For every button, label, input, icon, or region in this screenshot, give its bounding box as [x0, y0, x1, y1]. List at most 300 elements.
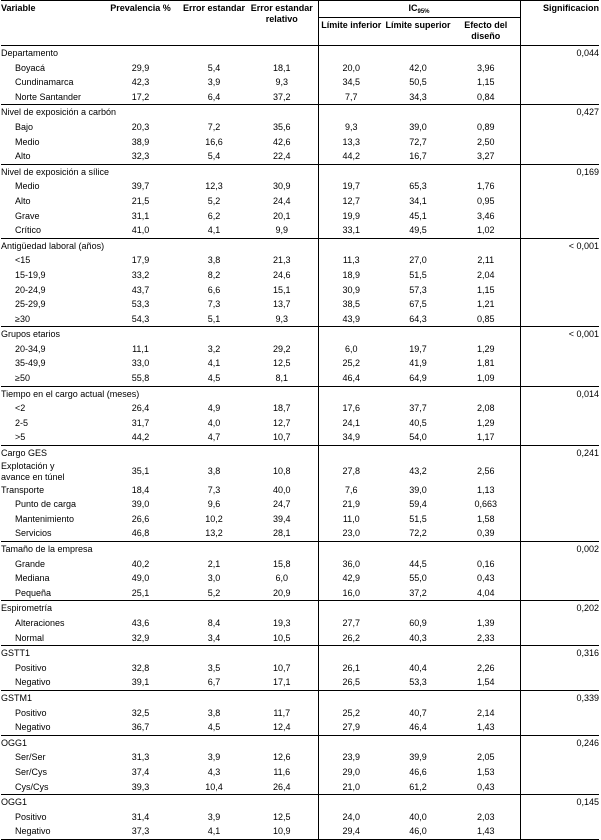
- table-row: [1, 446, 599, 461]
- cell-prevalencia: 36,7: [131, 722, 150, 733]
- group-significance: 0,002: [520, 542, 599, 557]
- row-label: Normal: [15, 632, 45, 643]
- cell-efecto: 0,663: [452, 497, 520, 512]
- cell-error: 3,8: [207, 255, 221, 266]
- table-row: [1, 706, 599, 721]
- group-header-row: [1, 646, 599, 661]
- cell-efecto: 1,21: [452, 297, 520, 312]
- cell-limite-sup: 53,3: [409, 677, 427, 688]
- row-label: Ser/Cys: [15, 766, 48, 777]
- cell-limite-inf: 43,9: [318, 312, 384, 327]
- cell-limite-inf: 18,9: [318, 268, 384, 283]
- table-row: [1, 720, 599, 735]
- cell-limite-sup: 46,4: [409, 722, 427, 733]
- cell-limite-inf: 29,4: [318, 824, 384, 839]
- cell-error-rel: 35,6: [272, 121, 291, 132]
- cell-limite-inf: 46,4: [318, 371, 384, 386]
- cell-limite-sup: 44,5: [409, 558, 427, 569]
- cell-prevalencia: 31,1: [131, 210, 150, 221]
- cell-limite-sup: 51,5: [409, 513, 427, 524]
- cell-prevalencia: 26,6: [131, 513, 150, 524]
- group-significance: < 0,001: [520, 238, 599, 253]
- header-significacion: Significacion: [520, 1, 599, 46]
- cell-prevalencia: 54,3: [131, 313, 150, 324]
- row-label: Grande: [15, 558, 46, 569]
- cell-limite-sup: 61,2: [409, 781, 427, 792]
- row-label: Alteraciones: [15, 617, 65, 628]
- cell-error-rel: 18,7: [272, 403, 291, 414]
- table-row: [1, 586, 599, 601]
- cell-limite-inf: 16,0: [318, 586, 384, 601]
- cell-error-rel: 9,3: [275, 77, 288, 88]
- row-label: Medio: [15, 181, 40, 192]
- table-row: [1, 283, 599, 298]
- cell-limite-sup: 16,7: [409, 151, 427, 162]
- cell-error: 4,5: [207, 722, 221, 733]
- cell-efecto: 1,54: [452, 675, 520, 690]
- cell-error: 5,2: [207, 195, 221, 206]
- table-row: [1, 135, 599, 150]
- group-label: Departamento: [1, 46, 99, 61]
- group-label: Nivel de exposición a sílice: [1, 164, 99, 179]
- cell-error-rel: 10,7: [272, 662, 291, 673]
- cell-efecto: 2,14: [452, 706, 520, 721]
- cell-limite-sup: 27,0: [409, 255, 427, 266]
- cell-limite-sup: 67,5: [409, 299, 427, 310]
- cell-error: 6,7: [207, 677, 221, 688]
- cell-error: 3,9: [207, 752, 221, 763]
- cell-efecto: 2,04: [452, 268, 520, 283]
- cell-prevalencia: 18,4: [131, 484, 150, 495]
- cell-efecto: 2,08: [452, 401, 520, 416]
- table-row: [1, 461, 599, 483]
- cell-limite-sup: 40,7: [409, 707, 427, 718]
- table-row: [1, 824, 599, 839]
- cell-error-rel: 24,7: [272, 499, 291, 510]
- cell-error-rel: 9,9: [275, 225, 288, 236]
- cell-efecto: 1,09: [452, 371, 520, 386]
- cell-prevalencia: 11,1: [132, 343, 149, 354]
- cell-limite-inf: 34,9: [318, 430, 384, 445]
- table-row: [1, 120, 599, 135]
- cell-prevalencia: 20,3: [131, 121, 150, 132]
- group-label: Grupos etarios: [1, 327, 99, 342]
- group-significance: < 0,001: [520, 327, 599, 342]
- cell-limite-sup: 37,7: [409, 403, 427, 414]
- row-label: Positivo: [15, 662, 47, 673]
- cell-efecto: 0,95: [452, 194, 520, 209]
- table-body-cargo-rows: [1, 497, 599, 541]
- cell-prevalencia: 31,7: [131, 417, 150, 428]
- table-row: [1, 401, 599, 416]
- cell-efecto: 0,84: [452, 90, 520, 105]
- cell-error-rel: 9,3: [275, 313, 288, 324]
- cell-efecto: 2,05: [452, 750, 520, 765]
- cell-error: 6,6: [207, 284, 221, 295]
- cell-prevalencia: 26,4: [131, 403, 150, 414]
- cell-prevalencia: 55,8: [131, 373, 150, 384]
- row-label: Bajo: [15, 121, 34, 132]
- cell-limite-sup: 49,5: [409, 225, 427, 236]
- row-label: Explotación y avance en túnel: [1, 460, 65, 482]
- table-row: [1, 526, 599, 541]
- cell-error: 7,2: [207, 121, 221, 132]
- cell-error: 4,0: [207, 417, 221, 428]
- cell-error: 4,1: [207, 225, 221, 236]
- group-header-row: [1, 386, 599, 401]
- table-row: [1, 571, 599, 586]
- group-significance: 0,169: [520, 164, 599, 179]
- cell-limite-inf: 26,2: [318, 631, 384, 646]
- cell-error-rel: 12,7: [272, 417, 291, 428]
- group-header-row: [1, 164, 599, 179]
- header-limite-inferior: Límite inferior: [318, 18, 384, 46]
- cell-efecto: 0,89: [452, 120, 520, 135]
- group-label: GSTT1: [1, 646, 99, 661]
- cell-efecto: 1,53: [452, 765, 520, 780]
- cell-error-rel: 15,8: [272, 558, 291, 569]
- cell-error: 4,7: [207, 432, 221, 443]
- table-body-cargo: [1, 446, 599, 498]
- cell-error-rel: 15,1: [272, 284, 291, 295]
- cell-error-rel: 26,4: [272, 781, 291, 792]
- cell-limite-sup: 42,0: [409, 62, 427, 73]
- cell-prevalencia: 37,4: [131, 766, 150, 777]
- row-label: Negativo: [15, 677, 51, 688]
- cell-limite-inf: 44,2: [318, 149, 384, 164]
- cell-error-rel: 12,5: [272, 358, 291, 369]
- cell-prevalencia: 39,3: [131, 781, 150, 792]
- cell-error-rel: 17,1: [272, 677, 291, 688]
- cell-error-rel: 19,3: [272, 617, 291, 628]
- table-row: [1, 430, 599, 445]
- group-significance: 0,202: [520, 601, 599, 616]
- cell-prevalencia: 25,1: [131, 587, 150, 598]
- cell-efecto: 0,43: [452, 571, 520, 586]
- cell-error: 7,3: [207, 299, 221, 310]
- table-row: [1, 750, 599, 765]
- group-label: Antigüedad laboral (años): [1, 238, 99, 253]
- cell-efecto: 1,13: [452, 483, 520, 498]
- cell-limite-sup: 39,0: [409, 121, 427, 132]
- group-header-row: [1, 327, 599, 342]
- cell-efecto: 2,33: [452, 631, 520, 646]
- cell-error-rel: 28,1: [272, 528, 291, 539]
- cell-limite-inf: 13,3: [318, 135, 384, 150]
- table-row: [1, 616, 599, 631]
- cell-prevalencia: 44,2: [131, 432, 150, 443]
- cell-limite-sup: 19,7: [409, 343, 427, 354]
- row-label: Alto: [15, 151, 31, 162]
- cell-prevalencia: 32,9: [131, 632, 150, 643]
- cell-error: 12,3: [205, 181, 223, 192]
- cell-error: 13,2: [205, 528, 223, 539]
- group-label: Cargo GES: [1, 446, 99, 461]
- table-row: [1, 75, 599, 90]
- cell-error-rel: 39,4: [272, 513, 291, 524]
- cell-error-rel: 20,9: [272, 587, 291, 598]
- cell-prevalencia: 53,3: [131, 299, 150, 310]
- cell-limite-inf: 30,9: [318, 283, 384, 298]
- cell-limite-inf: 38,5: [318, 297, 384, 312]
- table-row: [1, 209, 599, 224]
- cell-limite-inf: 24,0: [318, 810, 384, 825]
- cell-error-rel: 18,1: [272, 62, 291, 73]
- row-label: Cys/Cys: [15, 781, 49, 792]
- cell-prevalencia: 37,3: [99, 824, 182, 839]
- cell-efecto: 3,96: [452, 61, 520, 76]
- group-label: Tamaño de la empresa: [1, 542, 99, 557]
- cell-prevalencia: 29,9: [131, 62, 150, 73]
- row-label: Punto de carga: [15, 499, 77, 510]
- cell-error-rel: 10,5: [272, 632, 291, 643]
- cell-error: 5,4: [207, 62, 221, 73]
- cell-error-rel: 8,1: [275, 373, 288, 384]
- cell-error-rel: 42,6: [272, 136, 291, 147]
- table-body-1: [1, 46, 599, 446]
- cell-prevalencia: 31,4: [131, 811, 150, 822]
- cell-prevalencia: 17,9: [131, 255, 150, 266]
- cell-limite-inf: 29,0: [318, 765, 384, 780]
- cell-prevalencia: 32,8: [131, 662, 150, 673]
- cell-limite-inf: 27,9: [318, 720, 384, 735]
- table-row: [1, 371, 599, 386]
- cell-limite-inf: 7,7: [318, 90, 384, 105]
- cell-prevalencia: 32,3: [131, 151, 150, 162]
- row-label: Crítico: [15, 225, 42, 236]
- row-label: <15: [15, 255, 31, 266]
- cell-limite-inf: 27,8: [318, 461, 384, 483]
- cell-efecto: 1,58: [452, 512, 520, 527]
- cell-limite-sup: 46,0: [384, 824, 452, 839]
- cell-error-rel: 24,4: [272, 195, 291, 206]
- cell-error: 7,3: [207, 484, 221, 495]
- row-label: Positivo: [15, 811, 47, 822]
- cell-limite-sup: 50,5: [409, 77, 427, 88]
- cell-error: 2,1: [207, 558, 221, 569]
- cell-prevalencia: 35,1: [131, 466, 150, 477]
- cell-error: 5,1: [207, 313, 221, 324]
- cell-error-rel: 12,4: [272, 722, 291, 733]
- cell-error: 3,9: [207, 77, 221, 88]
- cell-efecto: 1,43: [452, 720, 520, 735]
- cell-limite-sup: 39,9: [409, 752, 427, 763]
- row-label: Positivo: [15, 707, 47, 718]
- group-header-row: [1, 238, 599, 253]
- cell-error: 3,8: [207, 466, 221, 477]
- group-significance: 0,339: [520, 690, 599, 705]
- cell-limite-inf: 34,5: [318, 75, 384, 90]
- table-row: [1, 780, 599, 795]
- cell-error: 8,4: [207, 617, 221, 628]
- cell-limite-sup: 34,3: [409, 91, 427, 102]
- cell-error-rel: 12,6: [272, 752, 291, 763]
- cell-limite-sup: 39,0: [409, 484, 427, 495]
- group-header-row: [1, 105, 599, 120]
- cell-error: 3,9: [207, 811, 221, 822]
- cell-limite-inf: 9,3: [318, 120, 384, 135]
- cell-prevalencia: 39,1: [131, 677, 150, 688]
- cell-limite-sup: 59,4: [409, 499, 427, 510]
- table-row: [1, 483, 599, 498]
- cell-efecto: 2,03: [452, 810, 520, 825]
- table-row: [1, 497, 599, 512]
- cell-error-rel: 13,7: [272, 299, 291, 310]
- table-row: [1, 179, 599, 194]
- cell-prevalencia: 39,0: [131, 499, 150, 510]
- group-significance: 0,246: [520, 735, 599, 750]
- cell-limite-sup: 51,5: [409, 269, 427, 280]
- cell-prevalencia: 43,6: [131, 617, 150, 628]
- row-label: Servicios: [15, 528, 52, 539]
- cell-prevalencia: 39,7: [131, 181, 150, 192]
- cell-error: 9,6: [207, 499, 221, 510]
- row-label: Medio: [15, 136, 40, 147]
- cell-error: 5,4: [207, 151, 221, 162]
- row-label: 20-34,9: [15, 343, 46, 354]
- cell-prevalencia: 41,0: [131, 225, 150, 236]
- cell-efecto: 1,39: [452, 616, 520, 631]
- table-row: [1, 312, 599, 327]
- cell-error: 10,2: [205, 513, 223, 524]
- cell-prevalencia: 49,0: [131, 573, 150, 584]
- cell-error-rel: 21,3: [272, 255, 291, 266]
- group-header-row: [1, 690, 599, 705]
- cell-limite-inf: 21,9: [318, 497, 384, 512]
- cell-error: 4,1: [207, 358, 221, 369]
- cell-limite-inf: 33,1: [318, 223, 384, 238]
- group-header-row: [1, 795, 599, 810]
- table-row: [1, 631, 599, 646]
- cell-error: 16,6: [205, 136, 223, 147]
- table-row: [1, 268, 599, 283]
- table-row: [1, 810, 599, 825]
- cell-limite-inf: 42,9: [318, 571, 384, 586]
- cell-efecto: 4,04: [452, 586, 520, 601]
- row-label: Transporte: [1, 484, 45, 495]
- cell-error: 3,5: [207, 662, 221, 673]
- cell-prevalencia: 46,8: [131, 528, 150, 539]
- cell-limite-sup: 55,0: [409, 573, 427, 584]
- cell-error-rel: 22,4: [272, 151, 291, 162]
- header-ic-sub: 95%: [417, 9, 430, 15]
- table-body-2: [1, 542, 599, 840]
- cell-efecto: 2,11: [452, 253, 520, 268]
- prevalence-table: [1, 0, 599, 840]
- cell-limite-sup: 37,2: [409, 587, 427, 598]
- cell-limite-inf: 26,5: [318, 675, 384, 690]
- header-error-relativo: Error estandar relativo: [246, 1, 318, 46]
- cell-efecto: 2,50: [452, 135, 520, 150]
- cell-error-rel: 40,0: [272, 484, 291, 495]
- cell-error: 4,9: [207, 403, 221, 414]
- cell-error: 8,2: [207, 269, 221, 280]
- cell-efecto: 2,26: [452, 661, 520, 676]
- header-variable: Variable: [1, 1, 99, 46]
- row-label: 25-29,9: [15, 299, 46, 310]
- row-label: Negativo: [15, 722, 51, 733]
- cell-prevalencia: 42,3: [131, 77, 150, 88]
- group-significance: 0,316: [520, 646, 599, 661]
- cell-prevalencia: 40,2: [131, 558, 150, 569]
- cell-limite-inf: 17,6: [318, 401, 384, 416]
- cell-limite-inf: 20,0: [318, 61, 384, 76]
- table-row: [1, 223, 599, 238]
- cell-limite-inf: 23,0: [318, 526, 384, 541]
- row-label: 20-24,9: [15, 284, 46, 295]
- cell-prevalencia: 17,2: [131, 91, 150, 102]
- cell-error-rel: 12,5: [272, 811, 291, 822]
- cell-prevalencia: 43,7: [131, 284, 150, 295]
- cell-error-rel: 10,8: [272, 466, 291, 477]
- row-label: Ser/Ser: [15, 752, 46, 763]
- cell-limite-inf: 12,7: [318, 194, 384, 209]
- table-row: [1, 61, 599, 76]
- table-row: [1, 149, 599, 164]
- cell-limite-sup: 41,9: [409, 358, 427, 369]
- cell-limite-sup: 57,3: [409, 284, 427, 295]
- cell-error-rel: 6,0: [275, 573, 288, 584]
- row-label: ≥30: [15, 313, 30, 324]
- row-label: 35-49,9: [15, 358, 46, 369]
- cell-error-rel: 24,6: [272, 269, 291, 280]
- cell-limite-sup: 65,3: [409, 181, 427, 192]
- cell-prevalencia: 32,5: [131, 707, 150, 718]
- cell-limite-sup: 64,3: [409, 313, 427, 324]
- cell-prevalencia: 31,3: [131, 752, 150, 763]
- cell-error-rel: 10,9: [246, 824, 318, 839]
- cell-limite-sup: 72,7: [409, 136, 427, 147]
- group-label: Espirometría: [1, 601, 99, 616]
- cell-limite-inf: 25,2: [318, 356, 384, 371]
- cell-efecto: 1,02: [452, 223, 520, 238]
- cell-efecto: 1,76: [452, 179, 520, 194]
- row-label: Mediana: [15, 573, 50, 584]
- group-significance: 0,044: [520, 46, 599, 61]
- cell-error-rel: 11,6: [273, 766, 291, 777]
- cell-efecto: 1,29: [452, 342, 520, 357]
- table-row: [1, 675, 599, 690]
- cell-limite-sup: 40,5: [409, 417, 427, 428]
- cell-error: 4,5: [207, 373, 221, 384]
- header-limite-superior: Límite superior: [384, 18, 452, 46]
- group-header-row: [1, 542, 599, 557]
- cell-error: 10,4: [205, 781, 223, 792]
- cell-prevalencia: 33,2: [131, 269, 150, 280]
- table-row: [1, 342, 599, 357]
- cell-efecto: 1,17: [452, 430, 520, 445]
- cell-efecto: 1,15: [452, 283, 520, 298]
- cell-efecto: 3,46: [452, 209, 520, 224]
- header-error: Error estandar: [182, 1, 246, 46]
- row-label: Pequeña: [15, 587, 52, 598]
- cell-efecto: 1,81: [452, 356, 520, 371]
- cell-error: 3,2: [207, 343, 221, 354]
- cell-limite-inf: 19,7: [318, 179, 384, 194]
- table-row: [1, 297, 599, 312]
- table-row: [1, 661, 599, 676]
- row-label: ≥50: [15, 373, 30, 384]
- cell-limite-inf: 11,3: [318, 253, 384, 268]
- group-label: OGG1: [1, 795, 99, 810]
- cell-limite-sup: 34,1: [409, 195, 427, 206]
- table-row: [1, 356, 599, 371]
- cell-prevalencia: 21,5: [131, 195, 150, 206]
- cell-efecto: 0,43: [452, 780, 520, 795]
- cell-limite-sup: 40,3: [409, 632, 427, 643]
- table-row: [1, 416, 599, 431]
- cell-efecto: 1,43: [452, 824, 520, 839]
